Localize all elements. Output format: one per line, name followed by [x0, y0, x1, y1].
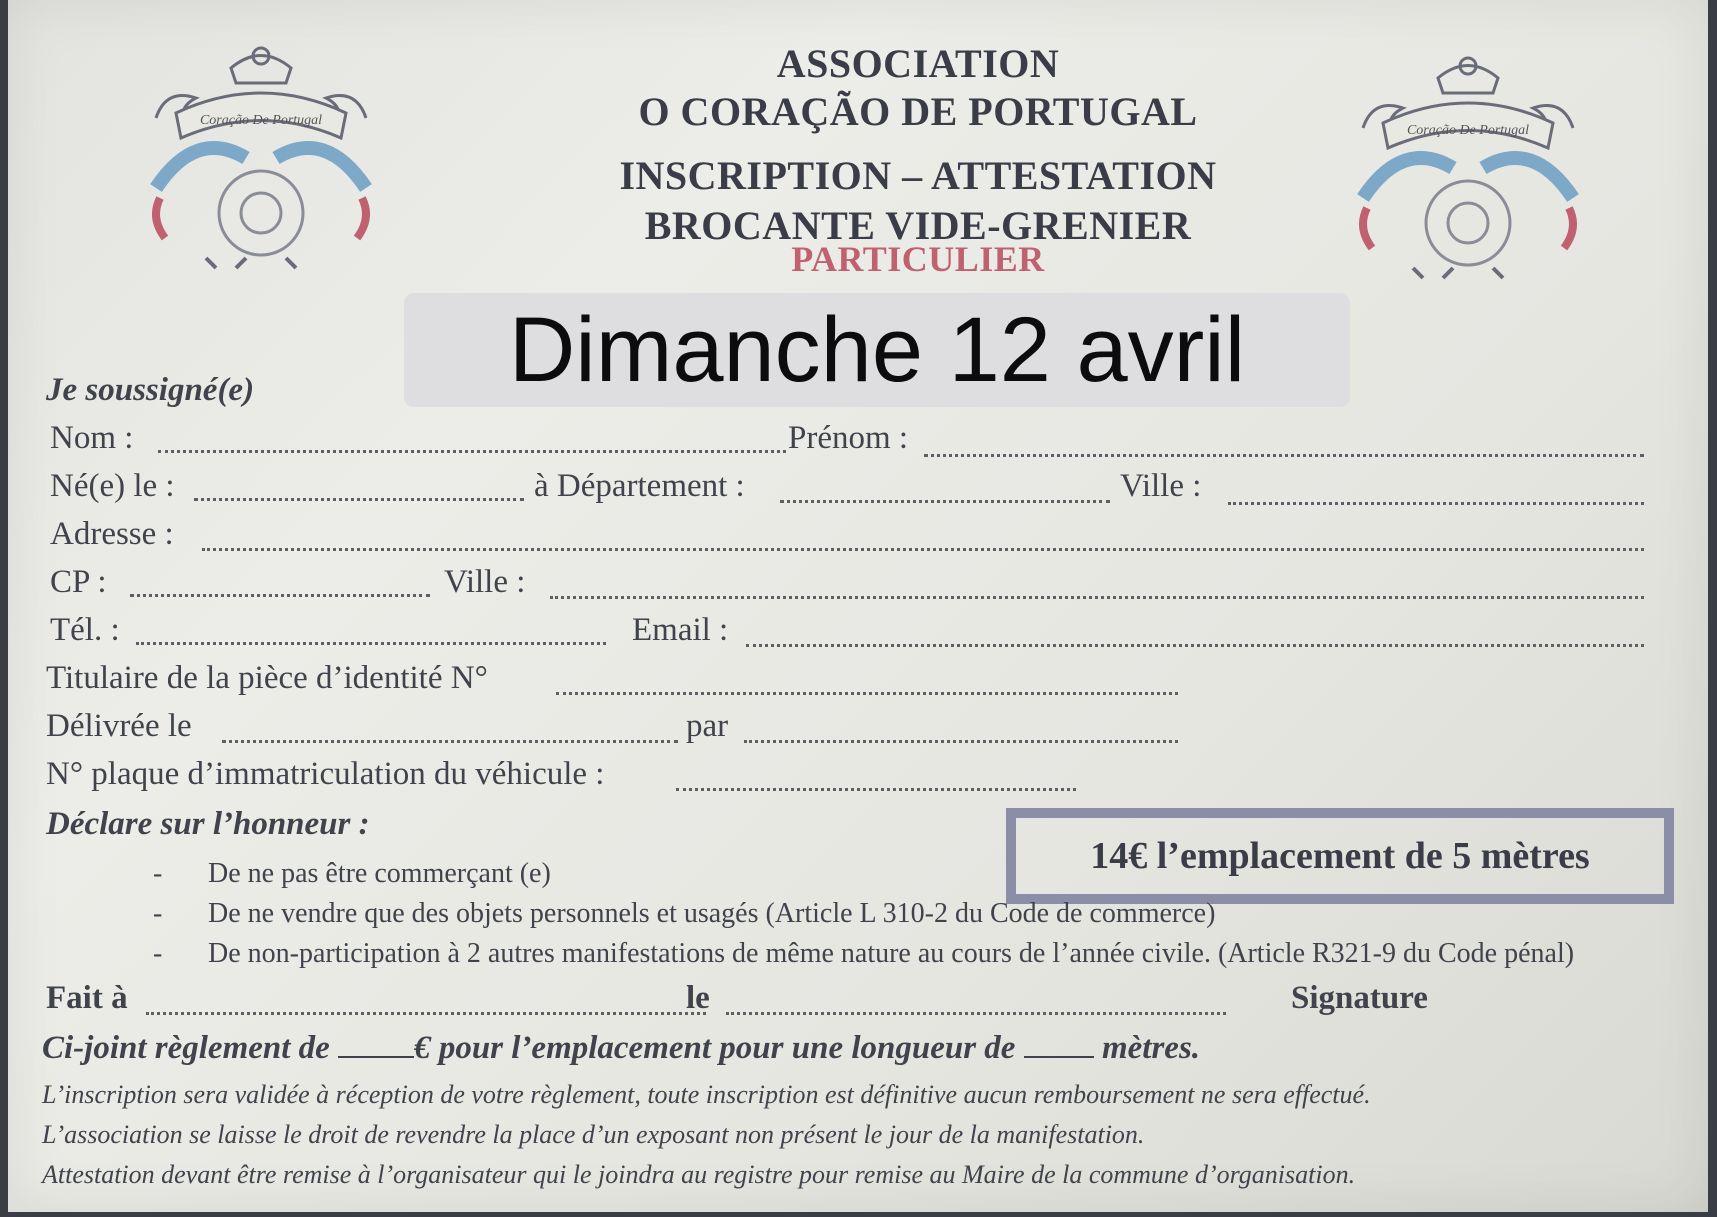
declaration-item-1: De ne pas être commerçant (e) — [208, 858, 551, 889]
crest-motto-left: Coração De Portugal — [199, 113, 323, 128]
declare-heading: Déclare sur l’honneur : — [46, 806, 370, 842]
declaration-item-3: De non-participation à 2 autres manifestations de même nature au cours de l’année civile. (Article R321-9 du Code pénal) — [208, 938, 1575, 969]
delivree-label: Délivrée le — [46, 708, 192, 744]
bullet-2: - — [153, 898, 163, 929]
intro-label: Je soussigné(e) — [46, 372, 255, 408]
reglement-length-label: € pour l’emplacement pour une longueur de — [414, 1030, 1016, 1066]
header-association-name: O CORAÇÃO DE PORTUGAL — [638, 89, 1198, 134]
prenom-field[interactable] — [924, 454, 1644, 457]
ne-le-label: Né(e) le : — [50, 468, 175, 504]
fait-a-label: Fait à — [46, 980, 128, 1016]
delivree-par-field[interactable] — [744, 740, 1178, 743]
nom-field[interactable] — [158, 450, 786, 453]
email-field[interactable] — [746, 644, 1644, 647]
registration-form-paper — [8, 0, 1708, 1212]
bullet-1: - — [153, 858, 163, 889]
titulaire-label: Titulaire de la pièce d’identité N° — [46, 660, 488, 696]
departement-field[interactable] — [780, 500, 1110, 503]
departement-label: à Département : — [534, 468, 745, 504]
association-crest-left — [146, 38, 376, 308]
tel-field[interactable] — [136, 642, 606, 645]
price-text: 14€ l’emplacement de 5 mètres — [1090, 835, 1590, 877]
le-label: le — [686, 980, 710, 1016]
fait-a-field[interactable] — [146, 1012, 706, 1015]
cp-field[interactable] — [130, 594, 430, 597]
plaque-field[interactable] — [676, 788, 1076, 791]
adresse-field[interactable] — [202, 548, 1644, 551]
date-banner-text: Dimanche 12 avril — [508, 298, 1246, 401]
delivree-date-field[interactable] — [222, 740, 678, 743]
prenom-label: Prénom : — [788, 420, 909, 456]
association-crest-right — [1353, 48, 1583, 318]
plaque-label: N° plaque d’immatriculation du véhicule : — [46, 756, 605, 792]
id-number-field[interactable] — [556, 692, 1178, 695]
date-banner — [404, 293, 1350, 407]
nom-label: Nom : — [50, 420, 134, 456]
footer-note-2: L’association se laisse le droit de revendre la place d’un exposant non présent le jour de la manifestation. — [42, 1120, 1145, 1149]
birth-date-field[interactable] — [194, 498, 524, 501]
footer-note-3: Attestation devant être remise à l’organisateur qui le joindra au registre pour remise au Maire de la commune d’organisation. — [42, 1160, 1356, 1189]
ville-label: Ville : — [444, 564, 526, 600]
price-box — [1006, 808, 1674, 904]
header-form-type: INSCRIPTION – ATTESTATION — [619, 153, 1217, 198]
footer-note-1: L’inscription sera validée à réception de votre règlement, toute inscription est définitive aucun remboursement ne sera effectué. — [42, 1080, 1371, 1109]
par-label: par — [686, 708, 729, 744]
ville-field[interactable] — [550, 596, 1644, 599]
amount-blank[interactable] — [338, 1056, 414, 1058]
header-event-type: BROCANTE VIDE-GRENIER — [644, 203, 1192, 248]
reglement-row — [42, 1030, 1642, 1067]
length-blank[interactable] — [1024, 1056, 1094, 1058]
reglement-label: Ci-joint règlement de — [42, 1030, 330, 1066]
tel-label: Tél. : — [50, 612, 120, 648]
bullet-3: - — [153, 938, 163, 969]
crest-motto-right: Coração De Portugal — [1406, 123, 1530, 138]
date-field[interactable] — [726, 1012, 1226, 1015]
birth-ville-field[interactable] — [1228, 502, 1644, 505]
email-label: Email : — [632, 612, 729, 648]
header-association: ASSOCIATION — [776, 41, 1060, 86]
metres-label: mètres. — [1101, 1030, 1201, 1066]
cp-label: CP : — [50, 564, 107, 600]
signature-label: Signature — [1291, 980, 1428, 1016]
birth-ville-label: Ville : — [1120, 468, 1202, 504]
header-category: PARTICULIER — [791, 239, 1045, 279]
declaration-item-2: De ne vendre que des objets personnels et usagés (Article L 310-2 du Code de commerce) — [208, 898, 1216, 929]
adresse-label: Adresse : — [50, 516, 174, 552]
